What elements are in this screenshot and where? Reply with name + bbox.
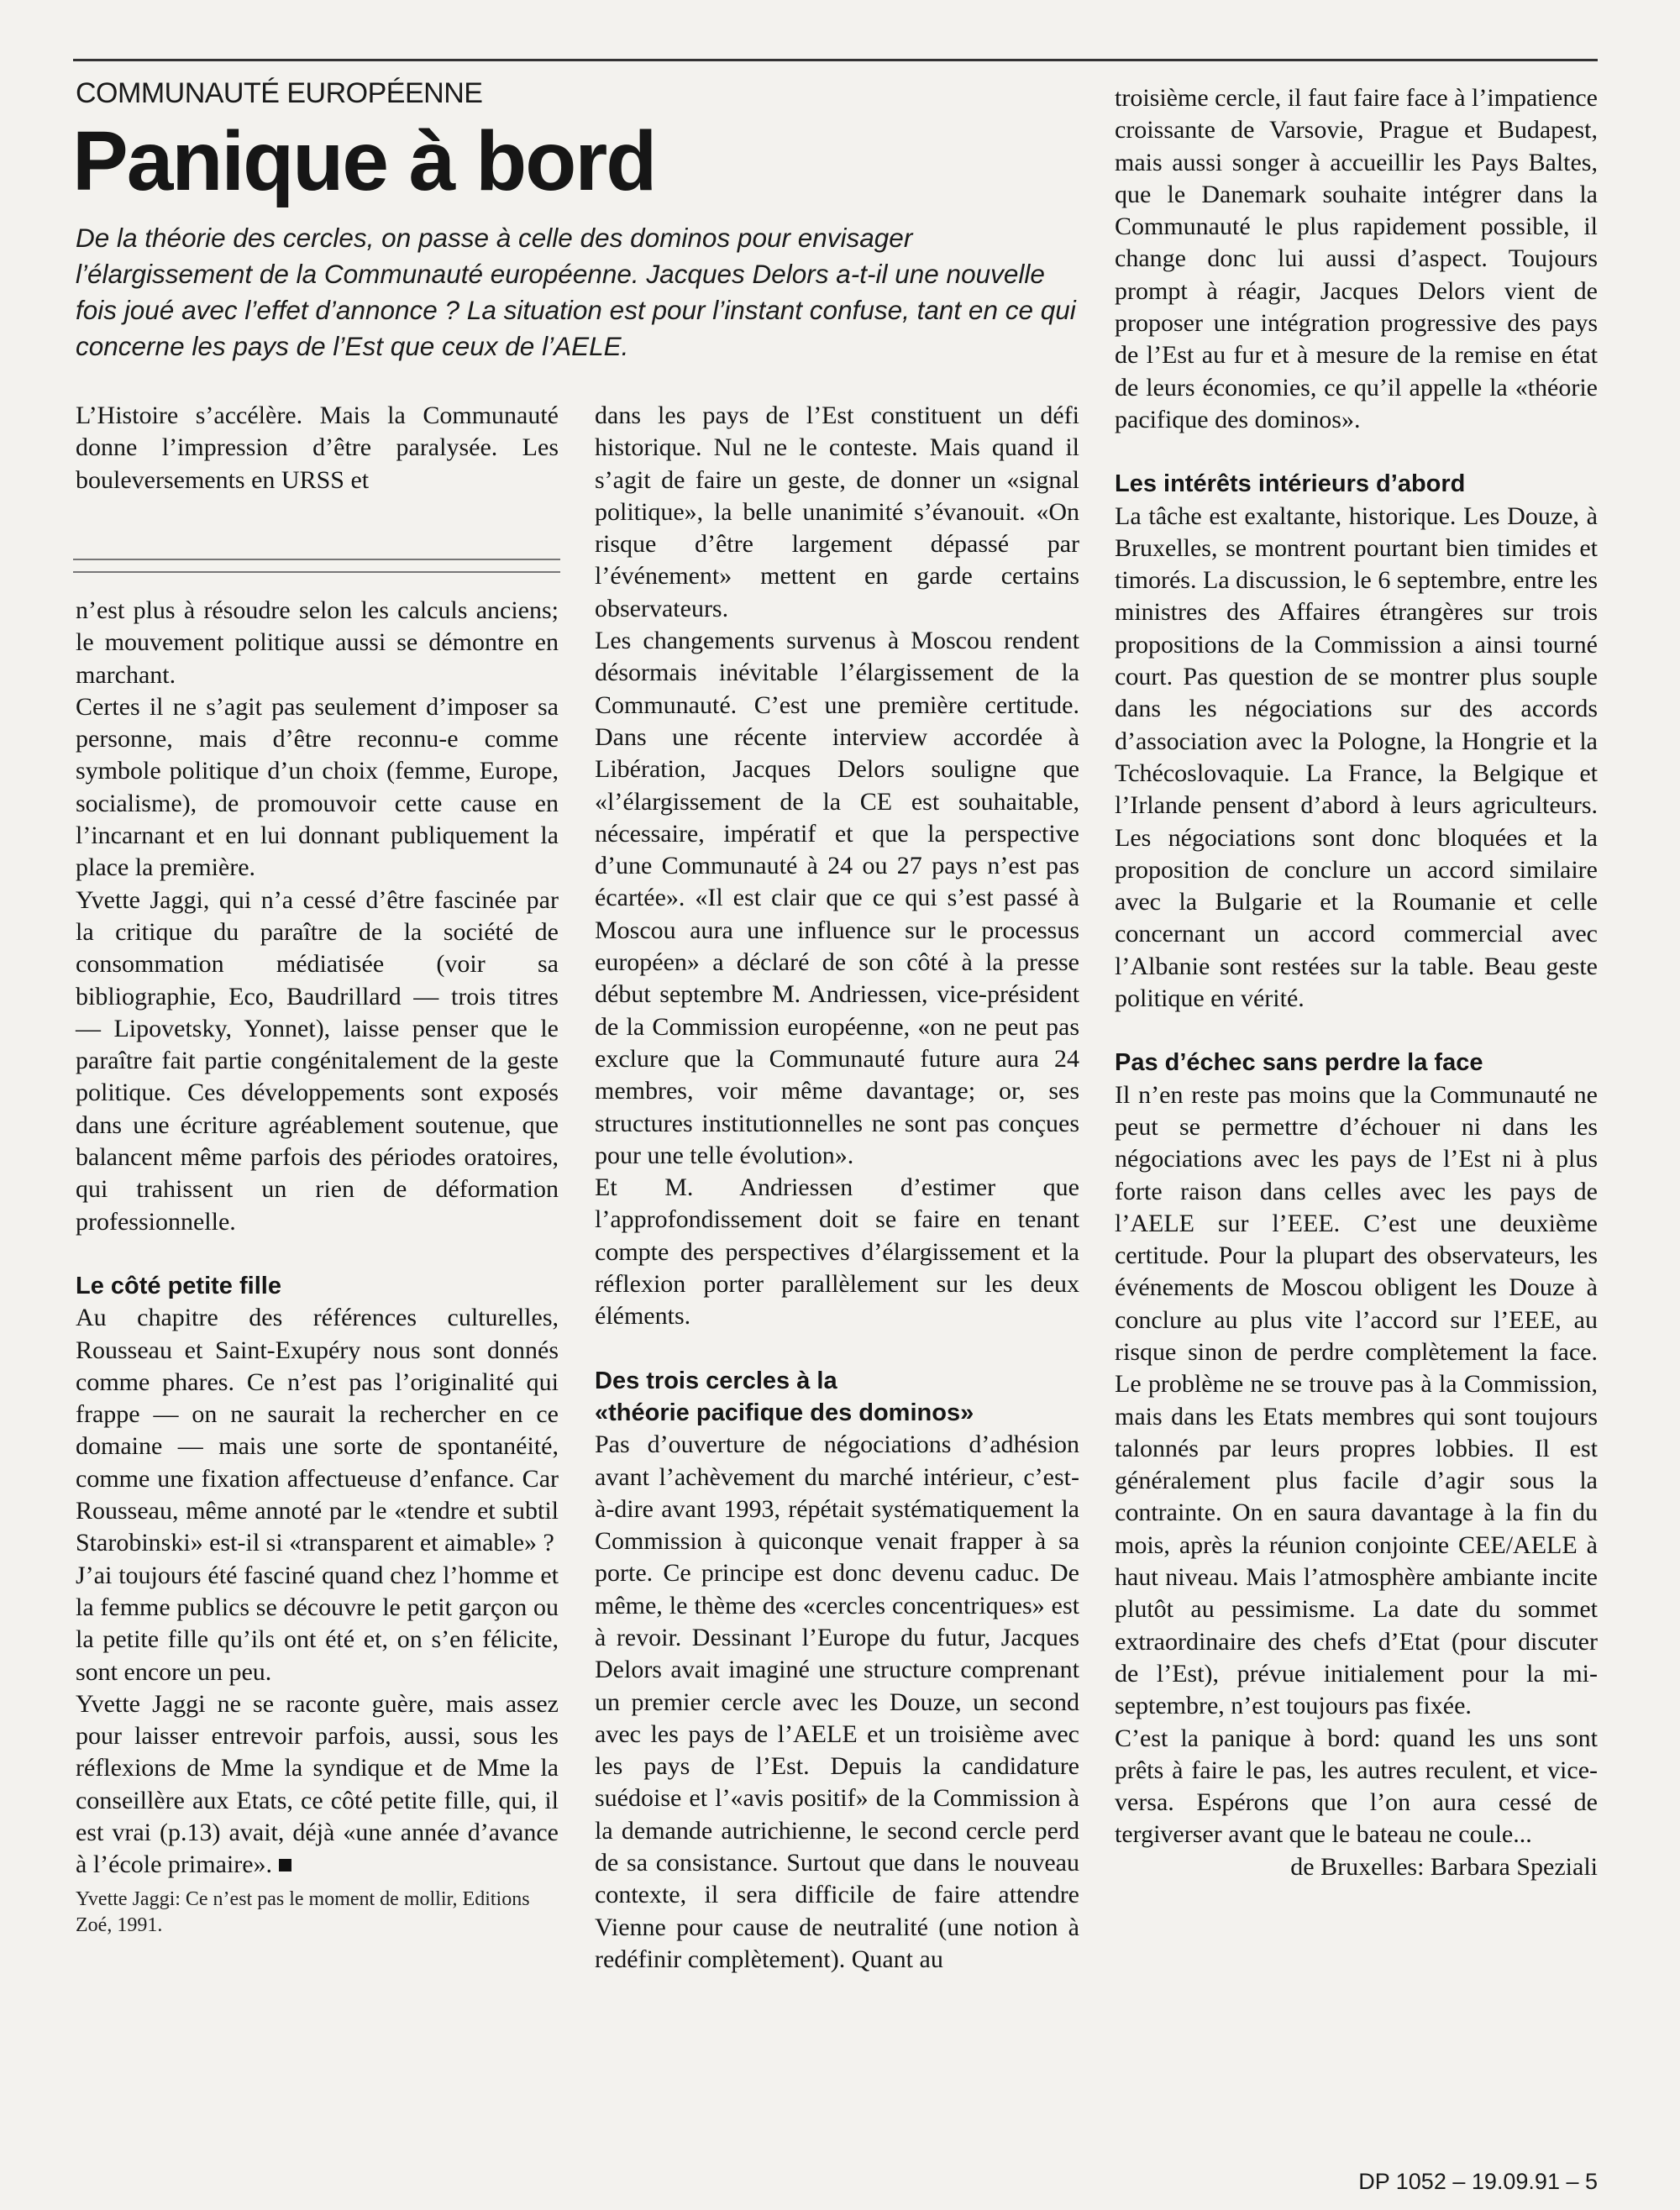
column-3: [1115, 82, 1598, 1883]
text: Les intérêts intérieurs d’abord: [1115, 470, 1466, 498]
book-credit: [76, 1887, 559, 1939]
text: Pas d’ouverture de négociations d’adhésion avant l’achèvement du marché intérieur, c’est-à-dire avant 1993, répétait systématiquement la Commission à quiconque venait frapper à sa porte. Ce principe est donc devenu caduc. De même, le thème des «cercles concentriques» est à revoir. Dessinant l’Europe du futur, Jacques Delors avait imaginé une structure comprenant un premier cercle avec les Douze, un second avec les pays de l’AELE et un troisième avec les pays de l’Est. Depuis la candidature suédoise et l’«avis positif» de la Commission à la demande autrichienne, le second cercle perd de sa consistance. Surtout que dans le nouveau contexte, il sera difficile de faire attendre Vienne pour cause de neutralité (une notion à redéfinir complètement). Quant au: [595, 1430, 1079, 1973]
text: Et M. Andriessen d’estimer que l’approfondissement doit se faire en tenant compte des perspectives d’élargissement et la réflexion porter parallèlement sur les deux éléments.: [595, 1173, 1079, 1331]
subheading: [1115, 1047, 1598, 1079]
end-square-icon: [279, 1859, 291, 1871]
body-paragraph: [1115, 1723, 1598, 1851]
article-headline: Panique à bord: [72, 114, 656, 208]
text: de Bruxelles: Barbara Speziali: [1290, 1852, 1598, 1881]
column-1-review: [76, 595, 559, 1939]
paragraph-gap: [595, 1333, 1079, 1365]
text: J’ai toujours été fasciné quand chez l’homme et la femme publics se découvre le petit garçon ou la petite fille qu’ils ont été et, on s’en félicite, sont encore un peu.: [76, 1561, 559, 1686]
text: Le côté petite fille: [76, 1272, 281, 1299]
section-kicker: COMMUNAUTÉ EUROPÉENNE: [76, 77, 483, 109]
text: La tâche est exaltante, historique. Les Douze, à Bruxelles, se montrent pourtant bien timides et timorés. La discussion, le 6 septembre, entre les ministres des Affaires étrangères sur trois propositions de la Commission a ainsi tourné court. Pas question de se montrer plus souple dans les négociations sur des accords d’association avec la Pologne, la Hongrie et la Tchécoslovaquie. La France, la Belgique et l’Irlande pensent d’abord à leurs agriculteurs. Les négociations sont donc bloquées et la proposition de conclure un accord similaire avec la Bulgarie et la Roumanie et celle concernant un accord commercial avec l’Albanie sont restées sur la table. Beau geste politique en vérité.: [1115, 501, 1598, 1013]
text: troisième cercle, il faut faire face à l’impatience croissante de Varsovie, Prague et Budapest, mais aussi songer à accueillir les Pays Baltes, que le Danemark souhaite intégrer dans la Communauté le plus rapidement possible, il change donc lui aussi d’aspect. Toujours prompt à réagir, Jacques Delors vient de proposer une intégration progressive des pays de l’Est au fur et à mesure de la remise en état de leurs économies, ce qu’il appelle la «théorie pacifique des dominos».: [1115, 84, 1598, 433]
subheading: [76, 1270, 559, 1302]
text: Des trois cercles à la: [595, 1367, 837, 1394]
subheading: [1115, 468, 1598, 500]
body-paragraph: [76, 1688, 559, 1882]
body-paragraph: [76, 1560, 559, 1688]
body-paragraph: [595, 400, 1079, 625]
body-paragraph: [76, 885, 559, 1238]
text: C’est la panique à bord: quand les uns sont prêts à faire le pas, les autres reculent, et vice-versa. Espérons que l’on aura cessé de tergiverser avant que le bateau ne coule...: [1115, 1724, 1598, 1849]
text: Yvette Jaggi ne se raconte guère, mais assez pour laisser entrevoir parfois, aussi, sous les réflexions de Mme la syndique et de Mme la conseillère aux Etats, ce côté petite fille, qui, il est vrai (p.13) avait, déjà «une année d’avance à l’école primaire».: [76, 1689, 559, 1879]
top-rule: [73, 59, 1598, 61]
text: dans les pays de l’Est constituent un défi historique. Nul ne le conteste. Mais quand il s’agit de faire un geste, de donner un «signal politique», la belle unanimité s’évanouit. «On risque d’être largement dépassé par l’événement» mettent en garde certains observateurs.: [595, 402, 1079, 622]
article-lede: De la théorie des cercles, on passe à celle des dominos pour envisager l’élargissement de la Communauté européenne. Jacques Delors a-t-il une nouvelle fois joué avec l’effet d’annonce ? La situation est pour l’instant confuse, tant en ce qui concerne les pays de l’Est que ceux de l’AELE.: [76, 223, 1076, 361]
text: n’est plus à résoudre selon les calculs anciens; le mouvement politique aussi se démontre en marchant.: [76, 596, 559, 689]
paragraph-gap: [1115, 436, 1598, 468]
body-paragraph: [595, 1429, 1079, 1976]
subheading: [595, 1365, 1079, 1397]
body-paragraph: [1115, 82, 1598, 436]
text: Certes il ne s’agit pas seulement d’imposer sa personne, mais d’être reconnu-e comme symbole politique d’un choix (femme, Europe, socialisme), de promouvoir cette cause en l’incarnant et en lui donnant publiquement la place la première.: [76, 692, 559, 882]
text: Les changements survenus à Moscou rendent désormais inévitable l’élargissement de la Communauté. C’est une première certitude. Dans une récente interview accordée à Libération, Jacques Delors souligne que «l’élargissement de la CE est souhaitable, nécessaire, impératif et que la perspective d’une Communauté à 24 ou 27 pays n’est pas écartée». «Il est clair que ce qui s’est passé à Moscou aura une influence sur le processus européen» a déclaré de son côté à la presse début septembre M. Andriessen, vice-président de la Commission européenne, «on ne peut pas exclure que la Communauté future aura 24 membres, voir même davantage; or, ses structures institutionnelles ne sont pas conçues pour une telle évolution».: [595, 627, 1079, 1169]
text: Pas d’échec sans perdre la face: [1115, 1049, 1483, 1077]
text: Yvette Jaggi, qui n’a cessé d’être fascinée par la critique du paraître de la société de consommation médiatisée (voir sa bibliographie, Eco, Baudrillard — trois titres — Lipovetsky, Yonnet), laisse penser que le paraître fait partie congénitalement de la geste politique. Ces développements sont exposés dans une écriture agréablement soutenue, que balancent même parfois des périodes oratoires, qui trahissent un rien de déformation professionnelle.: [76, 885, 559, 1236]
column-2: [595, 400, 1079, 1976]
body-paragraph: [1115, 1079, 1598, 1723]
body-paragraph: [595, 1172, 1079, 1332]
separator-rule: [73, 559, 560, 560]
separator-rule: [73, 571, 560, 573]
text: Au chapitre des références culturelles, Rousseau et Saint-Exupéry nous sont donnés comme phares. Ce n’est pas l’originalité qui frappe — on ne saurait la rechercher en ce domaine — mais une sorte de spontanéité, comme une fixation affectueuse d’enfance. Car Rousseau, même annoté par le «tendre et subtil Starobinski» est-il si «transparent et aimable» ?: [76, 1304, 559, 1557]
page-folio: DP 1052 – 19.09.91 – 5: [1358, 2169, 1598, 2194]
body-paragraph: [76, 691, 559, 885]
body-paragraph: [76, 1302, 559, 1559]
paragraph-gap: [76, 1238, 559, 1270]
author-signature: [1115, 1851, 1598, 1883]
paragraph-gap: [1115, 1015, 1598, 1047]
body-paragraph: [595, 625, 1079, 1172]
body-paragraph: [76, 595, 559, 691]
article-intro-paragraph: L’Histoire s’accélère. Mais la Communauté donne l’impression d’être paralysée. Les bouleversements en URSS et: [76, 402, 559, 494]
column-1-intro: [76, 400, 559, 496]
text: «théorie pacifique des dominos»: [595, 1399, 974, 1426]
body-paragraph: [1115, 501, 1598, 1016]
text: Il n’en reste pas moins que la Communauté ne peut se permettre d’échouer ni dans les négociations avec les pays de l’Est ni à plus forte raison dans celles avec les pays de l’AELE sur l’EEE. C’est une deuxième certitude. Pour la plupart des observateurs, les événements de Moscou obligent les Douze à conclure au plus vite l’accord sur l’EEE, au risque sinon de perdre complètement la face. Le problème ne se trouve pas à la Commission, mais dans les Etats membres qui sont toujours talonnés par leurs propres lobbies. Il est généralement plus facile d’agir sous la contrainte. On en saura davantage à la fin du mois, après la réunion conjointe CEE/AELE à haut niveau. Mais l’atmosphère ambiante incite plutôt au pessimisme. La date du sommet extraordinaire des chefs d’Etat (pour discuter de l’Est), prévue initialement pour la mi-septembre, n’est toujours pas fixée.: [1115, 1080, 1598, 1720]
text: Yvette Jaggi: Ce n’est pas le moment de mollir, Editions Zoé, 1991.: [76, 1887, 530, 1936]
subheading: [595, 1397, 1079, 1429]
